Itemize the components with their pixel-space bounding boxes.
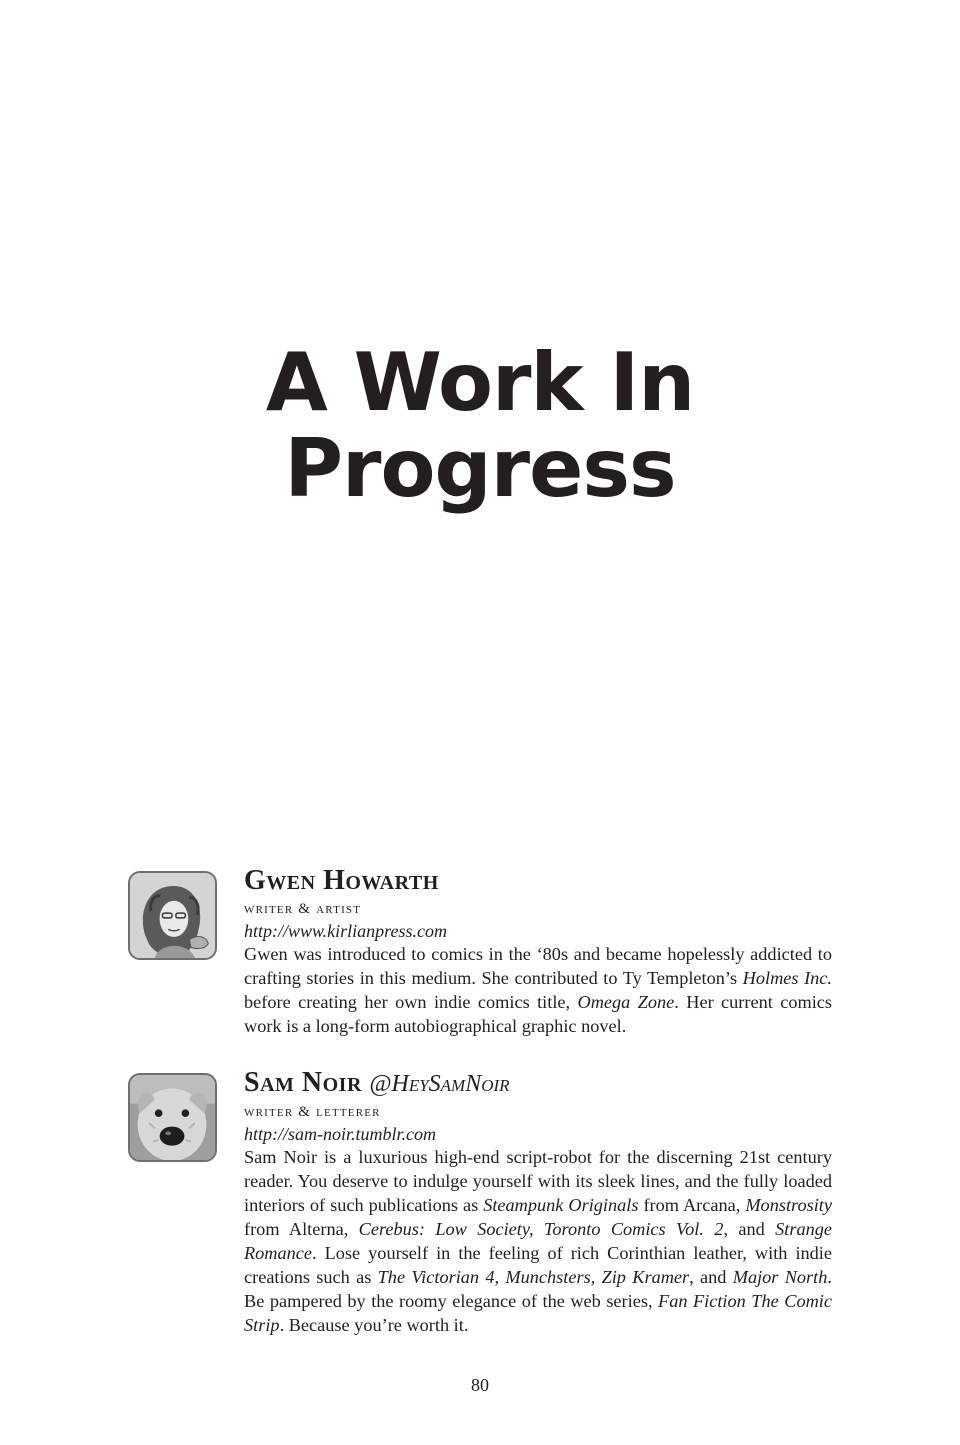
bio-text-segment: before creating her own indie comics title, xyxy=(244,992,578,1012)
contributor-name-text: Sam Noir xyxy=(244,1067,362,1098)
bio-text-title: Strange Romance xyxy=(244,1219,833,1263)
title-line-1: A Work In xyxy=(265,336,695,429)
bio-text-segment: Sam Noir is a luxurious high-end script-robot for the discerning 21st century reader. You deserve to indulge yourself with its sleek lines, and the fully loaded interiors of such publications as xyxy=(244,1147,832,1215)
page-title xyxy=(0,336,960,515)
bio-text-segment: , and xyxy=(689,1267,733,1287)
bio-text-segment: . Her current comics work is a long-form autobiographical graphic novel. xyxy=(244,992,832,1036)
bio-text-title: Cerebus: Low Society, Toronto Comics Vol. 2 xyxy=(358,1219,724,1239)
bio-text-title: Holmes Inc. xyxy=(742,968,832,988)
bio-text-segment: . Lose yourself in the feeling of rich Corinthian leather, with indie creations such as xyxy=(244,1243,832,1287)
contributor-name xyxy=(244,866,832,896)
bio-content xyxy=(244,1068,832,1337)
contributor-handle[interactable]: @HeySamNoir xyxy=(369,1071,510,1097)
bio-text-title: Major North xyxy=(732,1267,828,1287)
bio-text-title: Steampunk Originals xyxy=(483,1195,639,1215)
avatar-gwen-howarth xyxy=(128,871,217,960)
bio-text-segment: from Arcana, xyxy=(638,1195,746,1215)
bio-text-segment: from Alterna, xyxy=(244,1219,359,1239)
title-line-2: Progress xyxy=(284,422,676,515)
contributor-website-link[interactable]: http://www.kirlianpress.com xyxy=(244,921,448,941)
contributor-name xyxy=(244,1068,832,1099)
avatar-sam-noir xyxy=(128,1073,217,1162)
bio-text-title: The Victorian 4, Munchsters, Zip Kramer xyxy=(377,1267,690,1287)
bio-text-title: Monstrosity xyxy=(745,1195,832,1215)
contributor-name-text: Gwen Howarth xyxy=(244,865,439,896)
bio-text-segment: , and xyxy=(723,1219,776,1239)
contributor-website-link[interactable]: http://sam-noir.tumblr.com xyxy=(244,1124,437,1144)
contributor-bio-text xyxy=(244,1145,832,1337)
page-number: 80 xyxy=(471,1375,489,1395)
dog-photo-icon xyxy=(130,1075,215,1160)
portrait-illustration-icon xyxy=(130,873,215,958)
bio-text-segment: . Because you’re worth it. xyxy=(279,1315,469,1335)
bio-text-title: Omega Zone xyxy=(577,992,675,1012)
contributor-role: writer & letterer xyxy=(244,1104,381,1120)
contributor-bio-text xyxy=(244,942,832,1038)
bio-text-segment: Gwen was introduced to comics in the ‘80s and became hopelessly addicted to crafting stories in this medium. She contributed to Ty Templeton’s xyxy=(244,944,832,988)
bio-text-title: Fan Fiction The Comic Strip xyxy=(244,1291,832,1335)
contributor-role: writer & artist xyxy=(244,901,362,917)
bio-content xyxy=(244,866,832,1038)
bio-text-segment: . Be pampered by the roomy elegance of the web series, xyxy=(244,1267,832,1311)
